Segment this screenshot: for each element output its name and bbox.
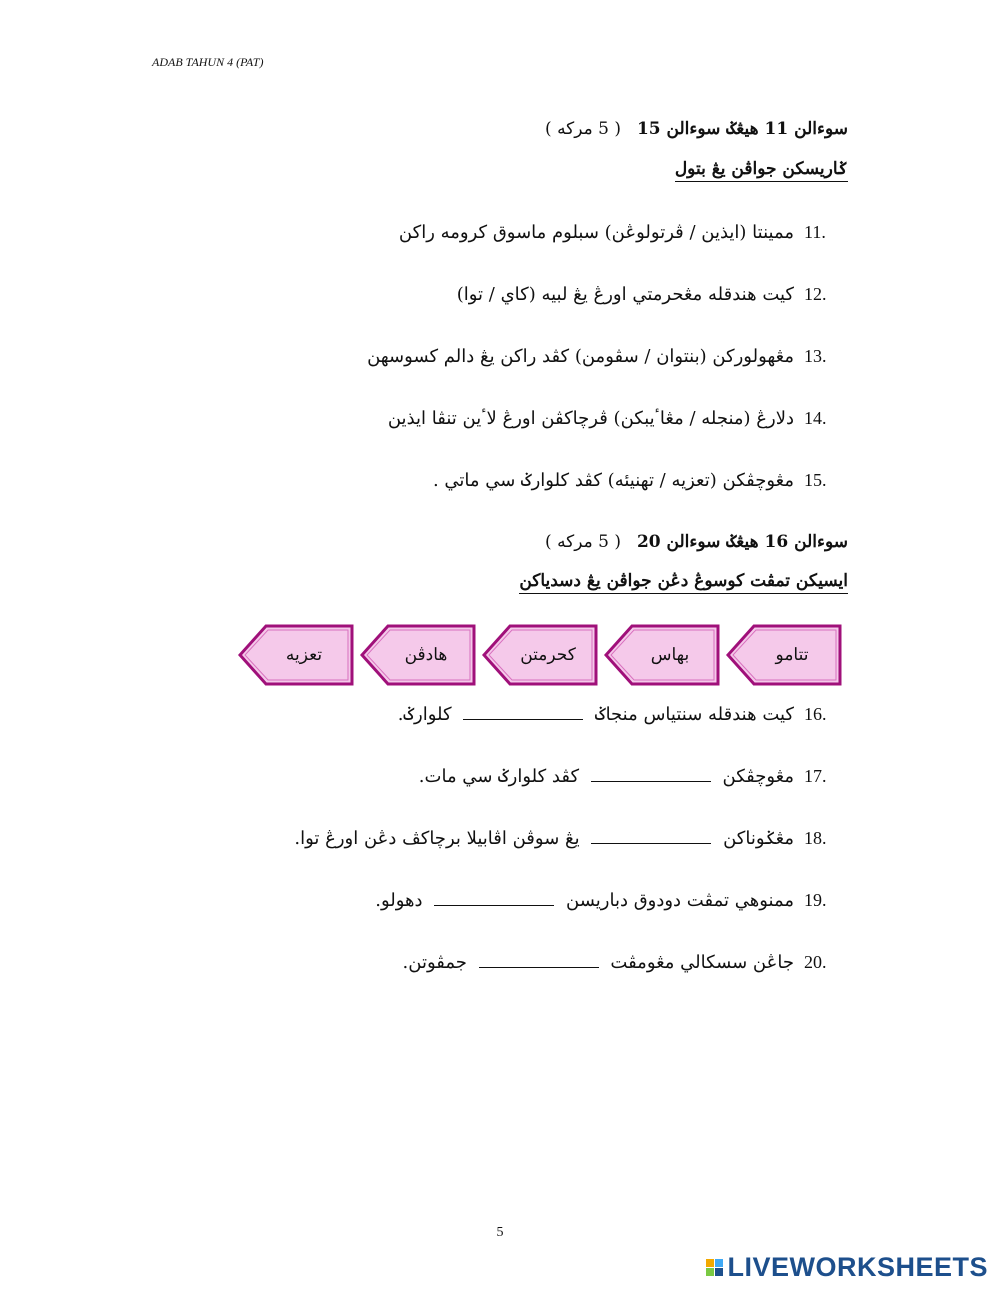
answer-blank[interactable]: [591, 829, 711, 844]
question-text-before: جاڠن سسکالي مڠومڤت: [610, 951, 794, 973]
section1-marks: ( 5 مرکه ): [545, 119, 622, 139]
question-text: [398, 704, 794, 725]
answer-blank[interactable]: [591, 767, 711, 782]
question-number: 16.: [804, 703, 827, 724]
section1-instruction: ݢاريسکن جواڤن يڠ بتول: [675, 158, 848, 182]
question-12: [457, 279, 848, 309]
word-bank-label: هادڤن: [404, 645, 448, 665]
question-text: [375, 890, 794, 911]
answer-blank[interactable]: [463, 705, 583, 720]
question-text-before: مڠوچڤکن: [722, 765, 794, 787]
answer-blank[interactable]: [479, 953, 599, 968]
question-number: 13.: [804, 345, 827, 366]
word-bank-item[interactable]: [726, 624, 842, 686]
liveworksheets-logo-icon: [706, 1259, 723, 1276]
question-19: [375, 885, 848, 915]
document-header: ADAB TAHUN 4 (PAT): [152, 55, 264, 69]
question-text: [294, 828, 794, 849]
question-text[interactable]: ممينتا (ايذين / ڤرتولوڠن) سبلوم ماسوق کرومه راکن: [398, 221, 794, 243]
question-text-before: مڠݢوناکن: [723, 827, 794, 849]
question-number: 15.: [804, 469, 827, 490]
question-11: [399, 217, 848, 247]
question-text-before: کيت هندقله سنتياس منجاݢ: [595, 703, 794, 725]
question-text[interactable]: دلارڠ (منجله / مڠاٴيبکن) ڤرچاکڤن اورڠ لاٴين تنڤا ايذين: [387, 407, 794, 429]
page-number: 5: [496, 1225, 504, 1240]
answer-blank[interactable]: [434, 891, 554, 906]
question-13: [367, 341, 848, 371]
question-text-after: جمڤوتن.: [402, 951, 467, 973]
question-15: [433, 465, 848, 495]
question-number: 14.: [804, 407, 827, 428]
word-bank-label: تتامو: [775, 645, 809, 665]
question-number: 19.: [804, 889, 827, 910]
question-number: 12.: [804, 283, 827, 304]
word-bank-item[interactable]: [360, 624, 476, 686]
question-number: 11.: [804, 221, 826, 242]
question-text-after: دهولو.: [375, 889, 423, 911]
word-bank: [238, 624, 842, 686]
section2-instruction: ايسيکن تمڤت کوسوڠ دڠن جواڤن يڠ دسدياکن: [519, 571, 848, 594]
question-17: [419, 761, 848, 791]
question-text-after: کڤد کلوارݢ سي مات.: [418, 765, 580, 787]
question-16: [398, 699, 848, 729]
section2-heading: [545, 531, 848, 552]
section2-marks: ( 5 مرکه ): [545, 532, 622, 552]
word-bank-item[interactable]: [482, 624, 598, 686]
question-text[interactable]: مڠهولورکن (بنتوان / سڤومن) کڤد راکن يڠ دالم کسوسهن: [367, 345, 794, 367]
liveworksheets-logo-text: LIVEWORKSHEETS: [727, 1252, 988, 1282]
question-text-after: يڠ سوڤن اڤابيلا برچاکڤ دڠن اورڠ توا.: [294, 827, 580, 849]
question-text: [419, 766, 794, 787]
word-bank-label: تعزيه: [285, 645, 323, 665]
question-number: 18.: [804, 827, 827, 848]
liveworksheets-logo[interactable]: [706, 1252, 988, 1283]
question-20: [403, 947, 848, 977]
section1-heading: [545, 118, 848, 139]
section2-heading-text: سوءالن 16 هيڠݢ سوءالن 20: [636, 532, 848, 552]
question-number: 17.: [804, 765, 827, 786]
question-14: [388, 403, 848, 433]
question-text-before: ممنوهي تمڤت دودوق دباريسن: [566, 889, 794, 911]
question-text-after: کلوارݢ.: [397, 703, 452, 725]
question-text: [403, 952, 794, 973]
word-bank-item[interactable]: [604, 624, 720, 686]
section1-heading-text: سوءالن 11 هيڠݢ سوءالن 15: [636, 119, 848, 139]
question-text[interactable]: کيت هندقله مڠحرمتي اورڠ يڠ لبيه (کاي / توا): [456, 283, 794, 305]
question-18: [294, 823, 848, 853]
word-bank-label: کحرمتن: [520, 645, 576, 665]
word-bank-label: بهاس: [650, 645, 690, 665]
word-bank-item[interactable]: [238, 624, 354, 686]
question-number: 20.: [804, 951, 827, 972]
question-text[interactable]: مڠوچڤکن (تعزيه / تهنيئه) کڤد کلوارݢ سي ماتي .: [432, 469, 794, 491]
